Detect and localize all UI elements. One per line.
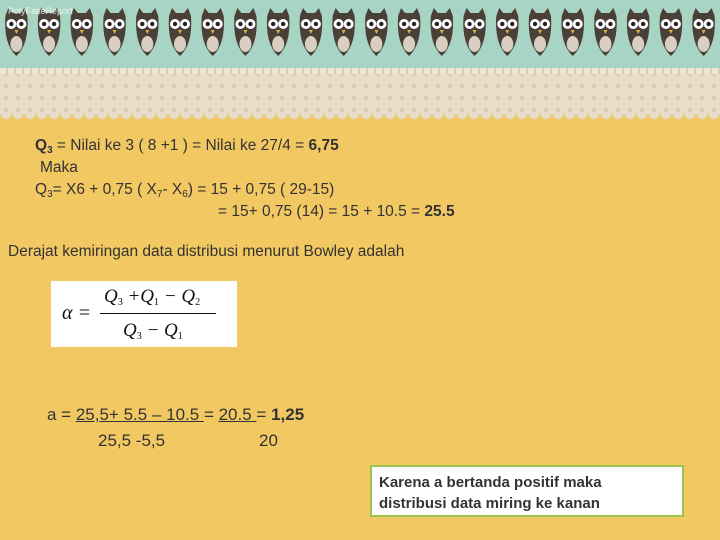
q3-subscript-2: 3 [47, 189, 53, 200]
num-q2-sub: 2 [195, 297, 201, 308]
owl-icon [365, 8, 388, 56]
num-plus-q1: +Q [122, 286, 155, 307]
note-line-1: Karena a bertanda positif maka [379, 474, 602, 491]
owl-icon [594, 8, 617, 56]
q3-position-text: = Nilai ke 3 ( 8 +1 ) = Nilai ke 27/4 = [52, 137, 309, 154]
num-q1-sub: 1 [154, 297, 160, 308]
q3-formula-text-a: = X6 + 0,75 ( X [52, 181, 157, 198]
q3-result-text: = 15+ 0,75 (14) = 15 + 10.5 = [218, 203, 425, 220]
num-q3-sub: 3 [117, 297, 123, 308]
owl-icon [267, 8, 290, 56]
owl-icon [71, 8, 94, 56]
q3-position-line [35, 137, 339, 156]
x7-subscript: 7 [156, 189, 163, 200]
calc-equals-2: = [256, 405, 272, 424]
calc-prefix: a = [47, 405, 76, 424]
owl-icon [201, 8, 224, 56]
note-line-2: distribusi data miring ke kanan [379, 495, 600, 512]
owl-icon [234, 8, 257, 56]
owl-icon [692, 8, 715, 56]
lace-edge-top [0, 68, 720, 74]
owl-icon [529, 8, 552, 56]
q3-formula-text-c: ) = 15 + 0,75 ( 29-15) [187, 181, 335, 198]
owl-icon [169, 8, 192, 56]
alpha-symbol: α = [62, 302, 91, 324]
calc-numerator: 25,5+ 5.5 – 10.5 [75, 405, 204, 424]
den-q1-sub: 1 [177, 331, 183, 342]
q3-label-2: Q [35, 181, 48, 198]
owl-icon [103, 8, 126, 56]
formula-numerator [104, 286, 200, 308]
maka-line: Maka [40, 159, 78, 176]
num-minus-q2: − Q [159, 286, 196, 307]
owl-icon [300, 8, 323, 56]
owl-icon [660, 8, 683, 56]
den-q3: Q [123, 320, 137, 341]
den-q3-sub: 3 [136, 331, 142, 342]
lace-edge-bottom [0, 114, 720, 120]
q3-formula-line [35, 181, 334, 200]
q3-formula-text-b: - X [162, 181, 183, 198]
owl-banner [0, 0, 720, 68]
owl-icon [136, 8, 159, 56]
x6-subscript: 6 [182, 189, 188, 200]
owl-pattern [0, 4, 720, 64]
bowley-intro: Derajat kemiringan data distribusi menurut Bowley adalah [8, 243, 405, 260]
calc-result-fraction: 20.5 [218, 405, 257, 424]
owl-icon [431, 8, 454, 56]
lace-border [0, 68, 720, 120]
owl-icon [561, 8, 584, 56]
owl-icon [627, 8, 650, 56]
conclusion-note [370, 465, 684, 517]
owl-icon [332, 8, 355, 56]
calc-equals: = [203, 405, 219, 424]
owl-icon [463, 8, 486, 56]
den-minus-q1: − Q [141, 320, 178, 341]
q3-subscript: 3 [47, 145, 53, 156]
owl-icon [496, 8, 519, 56]
q3-label: Q [35, 137, 48, 154]
num-q3: Q [104, 286, 118, 307]
owl-icon [398, 8, 421, 56]
watermark: PolyFakeReport [8, 6, 73, 16]
calc-result: 1,25 [271, 405, 305, 424]
q3-result-line [218, 203, 455, 221]
calc-denominator: 25,5 -5,5 [98, 431, 166, 450]
q3-result-value: 25.5 [424, 203, 455, 220]
calc-denominator-2: 20 [259, 431, 278, 450]
formula-fraction-bar [100, 313, 216, 314]
calc-numerator-line [47, 405, 304, 425]
formula-denominator [123, 320, 183, 342]
q3-position-value: 6,75 [308, 137, 339, 154]
